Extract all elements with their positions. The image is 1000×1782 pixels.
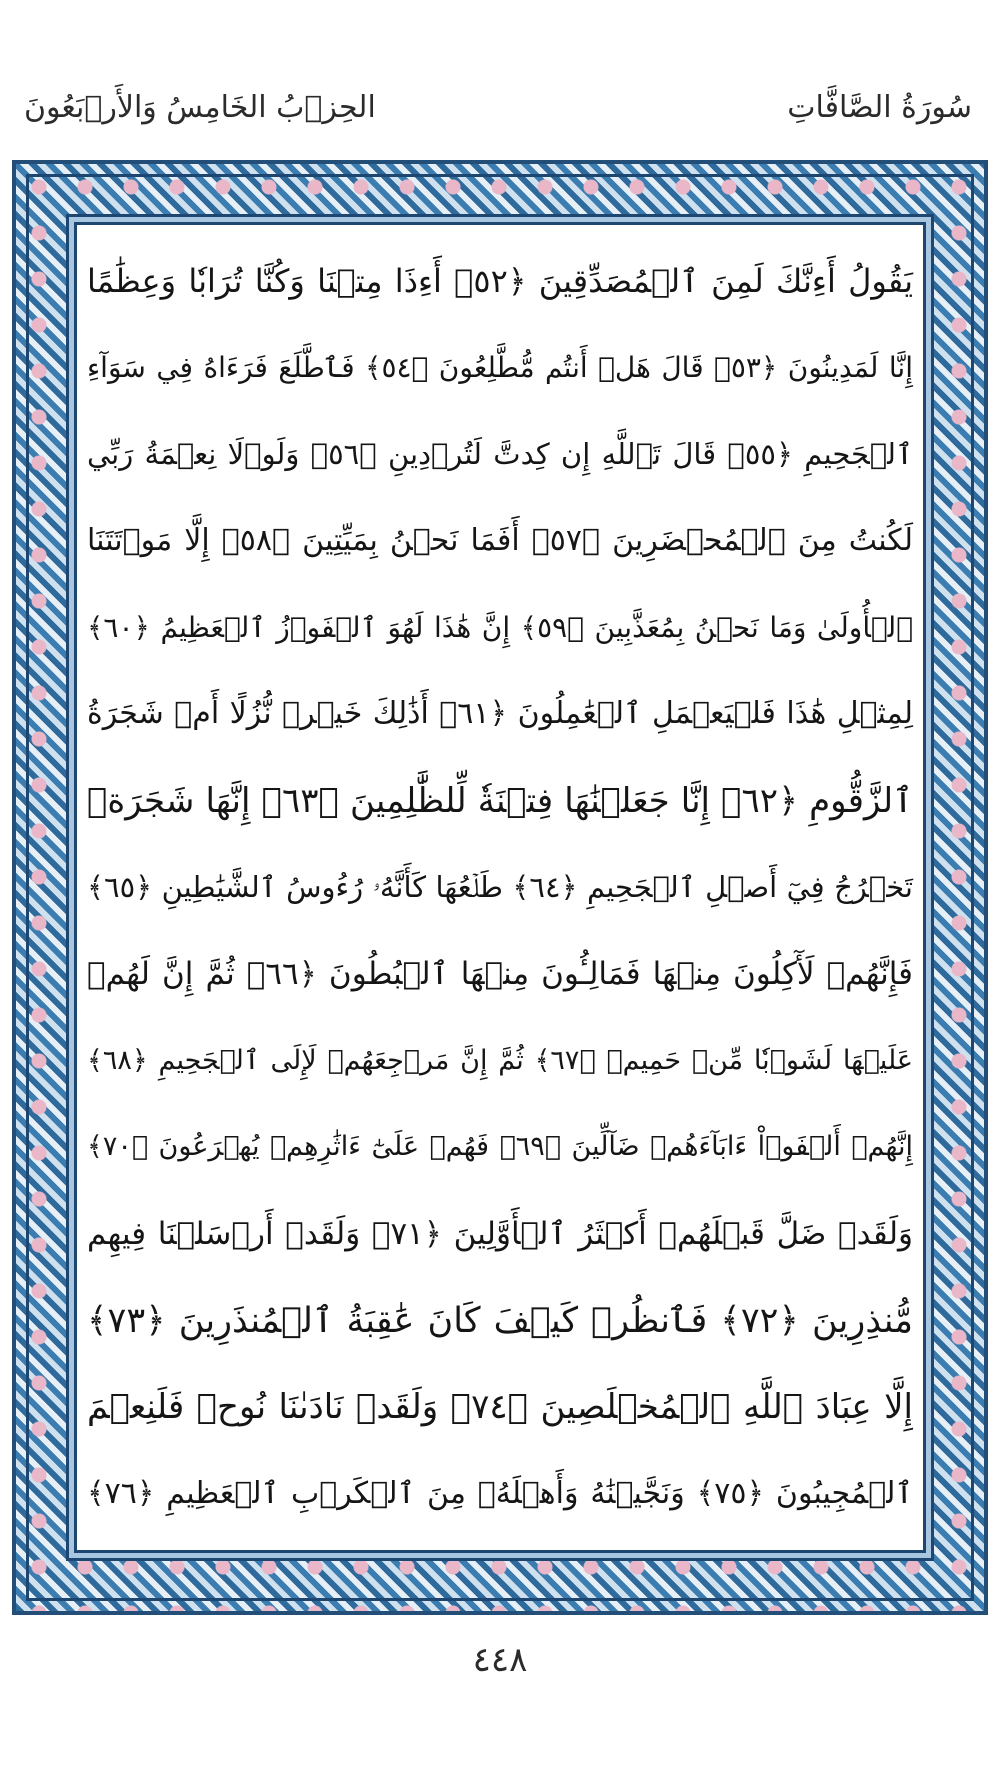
verse-line-12: وَلَقَدۡ ضَلَّ قَبۡلَهُمۡ أَكۡثَرُ ٱلۡأَوَّلِينَ ﴿٧١﴾ وَلَقَدۡ أَرۡسَلۡنَا فِيهِم (87, 1216, 914, 1253)
verse-line-5: ٱلۡأُولَىٰ وَمَا نَحۡنُ بِمُعَذَّبِينَ ﴿٥٩﴾ إِنَّ هَٰذَا لَهُوَ ٱلۡفَوۡزُ ٱلۡعَظِيمُ ﴿٦٠﴾ (87, 610, 913, 644)
verse-line-3: ٱلۡجَحِيمِ ﴿٥٥﴾ قَالَ تَٱللَّهِ إِن كِدتَّ لَتُرۡدِينِ ﴿٥٦﴾ وَلَوۡلَا نِعۡمَةُ رَبِّي (87, 437, 913, 472)
page-header (0, 0, 1000, 160)
verse-line-9: فَإِنَّهُمۡ لَأٓكِلُونَ مِنۡهَا فَمَالِـُٔونَ مِنۡهَا ٱلۡبُطُونَ ﴿٦٦﴾ ثُمَّ إِنَّ لَهُمۡ (87, 956, 913, 993)
hizb-name: الحِزۡبُ الخَامِسُ وَالأَرۡبَعُونَ (24, 90, 376, 125)
verse-line-10: عَلَيۡهَا لَشَوۡبٗا مِّنۡ حَمِيمٖ ﴿٦٧﴾ ثُمَّ إِنَّ مَرۡجِعَهُمۡ لَإِلَى ٱلۡجَحِيمِ ﴿٦٨﴾ (87, 1044, 913, 1076)
verse-line-1: يَقُولُ أَءِنَّكَ لَمِنَ ٱلۡمُصَدِّقِينَ ﴿٥٢﴾ أَءِذَا مِتۡنَا وَكُنَّا تُرَابٗا وَعِظَٰمًا (87, 262, 914, 300)
verse-line-15: ٱلۡمُجِيبُونَ ﴿٧٥﴾ وَنَجَّيۡنَٰهُ وَأَهۡلَهُۥ مِنَ ٱلۡكَرۡبِ ٱلۡعَظِيمِ ﴿٧٦﴾ (87, 1475, 913, 1511)
verse-line-6: لِمِثۡلِ هَٰذَا فَلۡيَعۡمَلِ ٱلۡعَٰمِلُونَ ﴿٦١﴾ أَذَٰلِكَ خَيۡرٞ نُّزُلًا أَمۡ شَجَرَةُ (87, 696, 913, 732)
ornamental-border (12, 160, 988, 1615)
verse-line-2: إِنَّا لَمَدِينُونَ ﴿٥٣﴾ قَالَ هَلۡ أَنتُم مُّطَّلِعُونَ ﴿٥٤﴾ فَٱطَّلَعَ فَرَءَاهُ فِي سَوَآءِ (87, 350, 913, 384)
verse-lines (87, 239, 913, 1536)
surah-name: سُورَةُ الصَّافَّاتِ (787, 90, 972, 125)
verse-line-14: إِلَّا عِبَادَ ٱللَّهِ ٱلۡمُخۡلَصِينَ ﴿٧٤﴾ وَلَقَدۡ نَادَىٰنَا نُوحٞ فَلَنِعۡمَ (87, 1387, 913, 1428)
verse-line-4: لَكُنتُ مِنَ ٱلۡمُحۡضَرِينَ ﴿٥٧﴾ أَفَمَا نَحۡنُ بِمَيِّتِينَ ﴿٥٨﴾ إِلَّا مَوۡتَتَنَا (87, 522, 913, 558)
verse-line-11: إِنَّهُمۡ أَلۡفَوۡاْ ءَابَآءَهُمۡ ضَآلِّينَ ﴿٦٩﴾ فَهُمۡ عَلَىٰٓ ءَاثَٰرِهِمۡ يُهۡرَعُونَ ﴿٧٠﴾ (87, 1131, 913, 1163)
verse-line-13: مُّنذِرِينَ ﴿٧٢﴾ فَٱنظُرۡ كَيۡفَ كَانَ عَٰقِبَةُ ٱلۡمُنذَرِينَ ﴿٧٣﴾ (87, 1300, 913, 1341)
verse-line-8: تَخۡرُجُ فِيٓ أَصۡلِ ٱلۡجَحِيمِ ﴿٦٤﴾ طَلۡعُهَا كَأَنَّهُۥ رُءُوسُ ٱلشَّيَٰطِينِ ﴿٦٥﴾ (87, 870, 914, 905)
page-number: ٤٤٨ (472, 1640, 528, 1680)
text-panel (74, 222, 926, 1553)
verse-line-7: ٱلزَّقُّومِ ﴿٦٢﴾ إِنَّا جَعَلۡنَٰهَا فِتۡنَةٗ لِّلظَّٰلِمِينَ ﴿٦٣﴾ إِنَّهَا شَجَرَةٞ (87, 780, 914, 821)
